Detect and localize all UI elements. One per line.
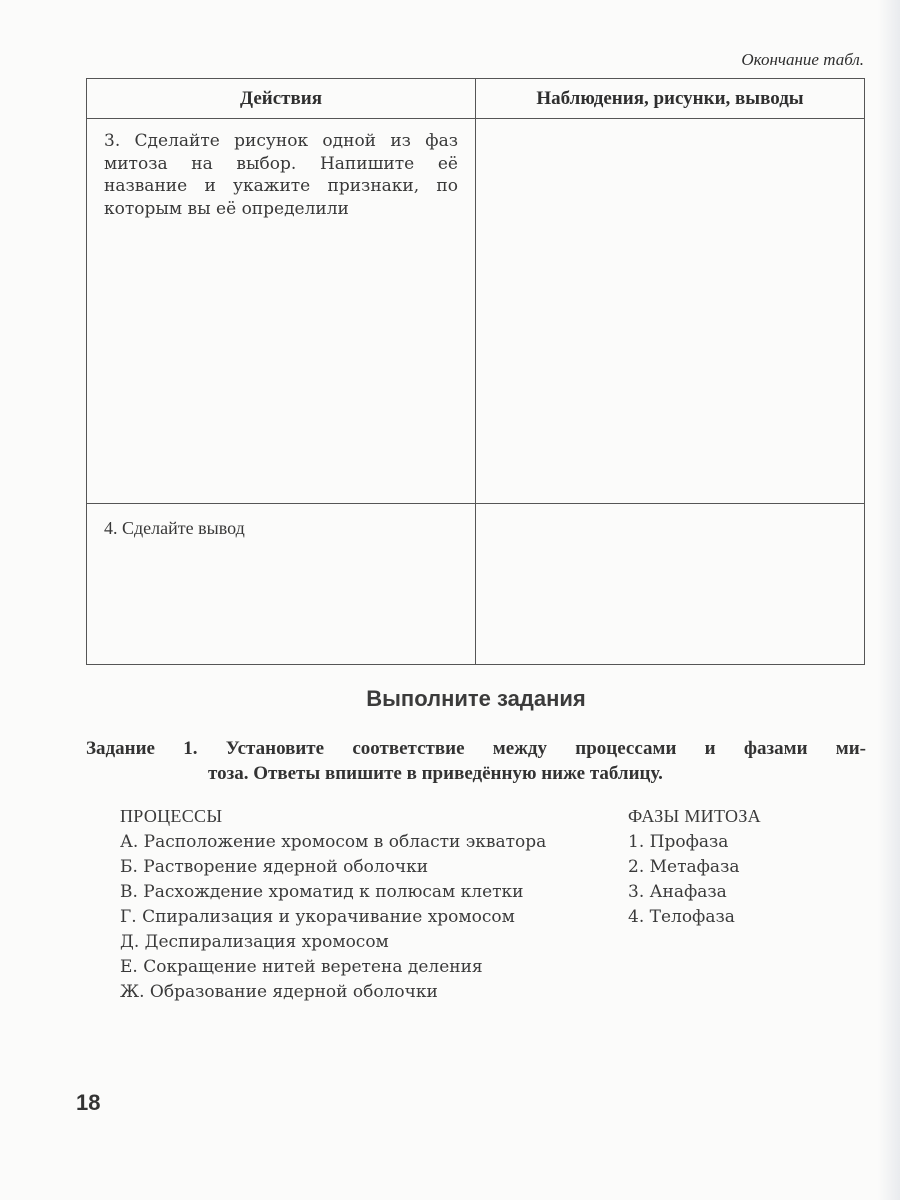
processes-list: [120, 804, 620, 1005]
phase-item: 3. Анафаза: [628, 882, 727, 902]
header-actions: Действия: [87, 79, 476, 119]
table-row: [87, 504, 865, 665]
header-observations: Наблюдения, рисунки, выводы: [476, 79, 865, 119]
page-edge-shadow: [878, 0, 900, 1200]
process-item: Г. Спирализация и укорачивание хромосом: [120, 907, 515, 927]
process-item: Е. Сокращение нитей веретена деления: [120, 957, 483, 977]
process-item: Б. Растворение ядерной оболочки: [120, 857, 429, 877]
process-item: Д. Деспирализация хромосом: [120, 932, 389, 952]
page-number: 18: [76, 1090, 101, 1115]
observation-answer-cell[interactable]: [476, 504, 865, 665]
phase-item: 4. Телофаза: [628, 907, 735, 927]
action-text: 4. Сделайте вывод: [104, 518, 245, 538]
lab-work-table: [86, 78, 865, 665]
task-1-line-1: Задание 1. Установите соответствие между процессами и фазами ми-: [86, 738, 866, 759]
section-title: Выполните задания: [366, 686, 586, 711]
task-1-instruction: [86, 736, 866, 786]
process-item: Ж. Образование ядерной оболочки: [120, 982, 438, 1002]
phases-heading: ФАЗЫ МИТОЗА: [628, 806, 761, 826]
phase-item: 1. Профаза: [628, 832, 729, 852]
mitosis-phases-list: [628, 804, 868, 930]
process-item: В. Расхождение хроматид к полюсам клетки: [120, 882, 524, 902]
action-cell: [87, 504, 476, 665]
table-header-row: [87, 79, 865, 119]
phase-item: 2. Метафаза: [628, 857, 740, 877]
table-continuation-caption: Окончание табл.: [741, 50, 864, 69]
processes-heading: ПРОЦЕССЫ: [120, 806, 223, 826]
action-text: 3. Сделайте рисунок одной из фаз митоза на выбор. Напишите её название и укажите признаки, по которым вы её определили: [104, 131, 458, 219]
observation-answer-cell[interactable]: [476, 119, 865, 504]
table-row: [87, 119, 865, 504]
process-item: А. Расположение хромосом в области экватора: [120, 832, 547, 852]
task-1-line-2: тоза. Ответы впишите в приведённую ниже таблицу.: [208, 763, 663, 784]
action-cell: [87, 119, 476, 504]
